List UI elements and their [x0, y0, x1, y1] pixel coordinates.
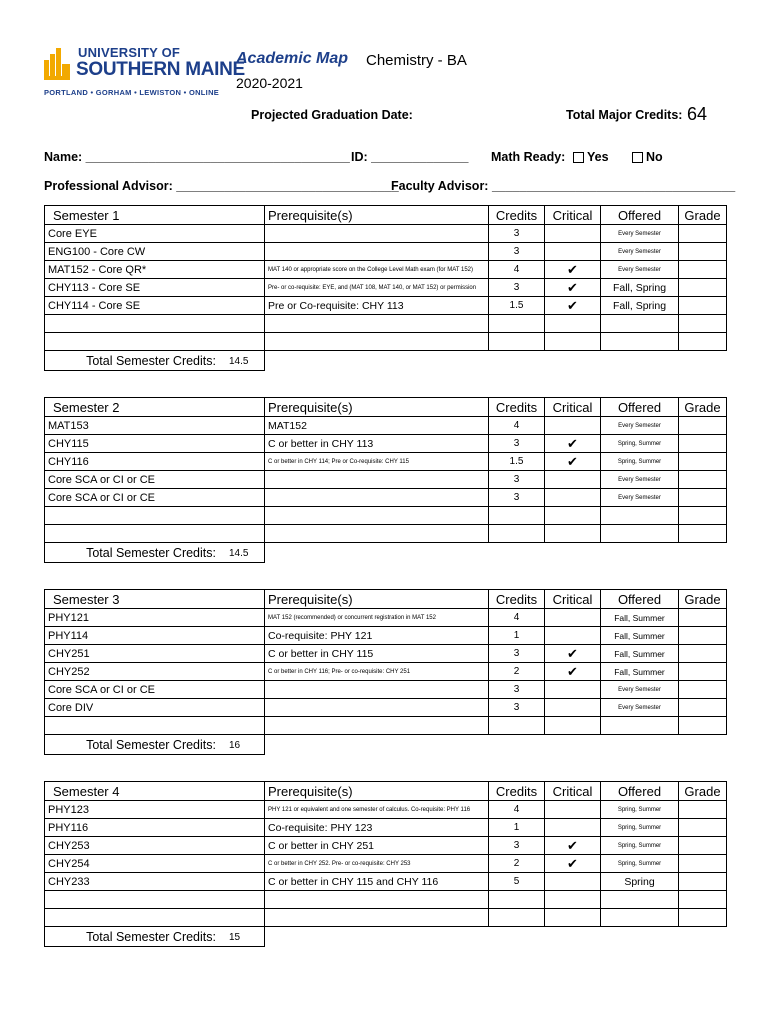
table-row: [45, 297, 727, 315]
grade-cell[interactable]: [679, 417, 727, 435]
credits-cell: 1.5: [489, 297, 545, 315]
critical-cell: [545, 801, 601, 819]
credits-cell: [489, 909, 545, 927]
math-ready-no[interactable]: [632, 150, 663, 164]
course-cell: [45, 507, 265, 525]
yes-label: Yes: [587, 150, 609, 164]
credits-cell: 4: [489, 801, 545, 819]
offered-cell: Every Semester: [601, 261, 679, 279]
graduation-date-label: Projected Graduation Date:: [251, 108, 413, 122]
critical-cell: [545, 699, 601, 717]
prereq-cell: [265, 471, 489, 489]
table-row: [45, 645, 727, 663]
grade-cell[interactable]: [679, 525, 727, 543]
table-row: [45, 279, 727, 297]
semester-name: Semester 3: [45, 590, 265, 609]
math-ready-yes[interactable]: [573, 150, 609, 164]
critical-cell: ✔: [545, 645, 601, 663]
total-label: Total Semester Credits:: [86, 930, 216, 944]
course-cell: Core EYE: [45, 225, 265, 243]
grade-header: Grade: [679, 590, 727, 609]
table-row: [45, 243, 727, 261]
table-row: [45, 489, 727, 507]
credits-cell: 1: [489, 819, 545, 837]
total-row: [45, 351, 727, 371]
offered-cell: [601, 717, 679, 735]
grade-cell[interactable]: [679, 663, 727, 681]
grade-cell[interactable]: [679, 801, 727, 819]
grade-header: Grade: [679, 782, 727, 801]
prereq-header: Prerequisite(s): [265, 206, 489, 225]
credits-cell: [489, 891, 545, 909]
offered-cell: Fall, Spring: [601, 279, 679, 297]
grade-cell[interactable]: [679, 279, 727, 297]
semester-1-table: [44, 205, 727, 371]
critical-cell: [545, 225, 601, 243]
offered-header: Offered: [601, 782, 679, 801]
table-row: [45, 891, 727, 909]
usm-logo-icon: [44, 46, 70, 80]
critical-header: Critical: [545, 782, 601, 801]
credits-cell: [489, 507, 545, 525]
critical-cell: [545, 681, 601, 699]
critical-cell: [545, 471, 601, 489]
offered-cell: [601, 891, 679, 909]
credits-cell: [489, 333, 545, 351]
table-row: [45, 819, 727, 837]
offered-cell: Spring, Summer: [601, 453, 679, 471]
total-cell: [45, 543, 265, 563]
table-row: [45, 471, 727, 489]
offered-cell: Every Semester: [601, 243, 679, 261]
course-cell: CHY115: [45, 435, 265, 453]
grade-cell[interactable]: [679, 315, 727, 333]
offered-cell: Every Semester: [601, 489, 679, 507]
logo-line-1: UNIVERSITY OF: [78, 45, 181, 60]
offered-cell: Spring, Summer: [601, 837, 679, 855]
prereq-cell: C or better in CHY 115: [265, 645, 489, 663]
table-row: [45, 699, 727, 717]
prereq-cell: C or better in CHY 251: [265, 837, 489, 855]
table-row: [45, 261, 727, 279]
prereq-header: Prerequisite(s): [265, 398, 489, 417]
course-cell: CHY252: [45, 663, 265, 681]
prereq-cell: PHY 121 or equivalent and one semester of calculus. Co-requisite: PHY 116: [265, 801, 489, 819]
offered-cell: Every Semester: [601, 471, 679, 489]
prereq-cell: MAT 152 (recommended) or concurrent registration in MAT 152: [265, 609, 489, 627]
table-row: [45, 837, 727, 855]
grade-cell[interactable]: [679, 855, 727, 873]
total-value: 15: [229, 932, 241, 943]
critical-header: Critical: [545, 590, 601, 609]
semester-name: Semester 1: [45, 206, 265, 225]
grade-cell[interactable]: [679, 681, 727, 699]
math-ready-label: Math Ready:: [491, 150, 566, 164]
offered-cell: [601, 315, 679, 333]
grade-cell[interactable]: [679, 819, 727, 837]
critical-cell: ✔: [545, 855, 601, 873]
prereq-cell: MAT 140 or appropriate score on the College Level Math exam (for MAT 152): [265, 261, 489, 279]
course-cell: CHY251: [45, 645, 265, 663]
prereq-cell: [265, 489, 489, 507]
grade-header: Grade: [679, 398, 727, 417]
table-row: [45, 417, 727, 435]
credits-cell: [489, 315, 545, 333]
total-major-credits-value: 64: [687, 104, 708, 124]
course-cell: [45, 333, 265, 351]
critical-cell: [545, 417, 601, 435]
offered-cell: Every Semester: [601, 699, 679, 717]
table-row: [45, 453, 727, 471]
critical-cell: [545, 333, 601, 351]
table-row: [45, 909, 727, 927]
name-field[interactable]: Name: ______________________________________: [44, 150, 350, 164]
grade-cell[interactable]: [679, 435, 727, 453]
critical-cell: [545, 873, 601, 891]
grade-cell[interactable]: [679, 507, 727, 525]
offered-cell: [601, 909, 679, 927]
prereq-cell: [265, 699, 489, 717]
credits-cell: 2: [489, 663, 545, 681]
offered-cell: Fall, Spring: [601, 297, 679, 315]
id-field[interactable]: ID: ______________: [351, 150, 469, 164]
credits-cell: [489, 717, 545, 735]
credits-cell: 3: [489, 279, 545, 297]
offered-cell: Spring: [601, 873, 679, 891]
prereq-header: Prerequisite(s): [265, 590, 489, 609]
course-cell: MAT152 - Core QR*: [45, 261, 265, 279]
no-checkbox[interactable]: [632, 152, 643, 163]
table-row: [45, 717, 727, 735]
credits-cell: 4: [489, 417, 545, 435]
offered-cell: Every Semester: [601, 681, 679, 699]
credits-cell: 4: [489, 609, 545, 627]
table-row: [45, 333, 727, 351]
course-cell: Core SCA or CI or CE: [45, 471, 265, 489]
offered-cell: [601, 333, 679, 351]
critical-cell: [545, 819, 601, 837]
prereq-cell: [265, 909, 489, 927]
prereq-cell: Co-requisite: PHY 123: [265, 819, 489, 837]
table-row: [45, 435, 727, 453]
prereq-header: Prerequisite(s): [265, 782, 489, 801]
total-label: Total Semester Credits:: [86, 354, 216, 368]
critical-cell: [545, 315, 601, 333]
offered-cell: Fall, Summer: [601, 645, 679, 663]
course-cell: MAT153: [45, 417, 265, 435]
table-header-row: [45, 782, 727, 801]
course-cell: PHY121: [45, 609, 265, 627]
offered-cell: [601, 525, 679, 543]
grade-cell[interactable]: [679, 909, 727, 927]
grade-cell[interactable]: [679, 261, 727, 279]
prereq-cell: Pre or Co-requisite: CHY 113: [265, 297, 489, 315]
total-cell: [45, 351, 265, 371]
course-cell: CHY254: [45, 855, 265, 873]
offered-header: Offered: [601, 206, 679, 225]
grade-cell[interactable]: [679, 453, 727, 471]
prereq-cell: [265, 225, 489, 243]
grade-cell[interactable]: [679, 489, 727, 507]
prereq-cell: [265, 243, 489, 261]
course-cell: Core SCA or CI or CE: [45, 489, 265, 507]
prereq-cell: C or better in CHY 252. Pre- or co-requisite: CHY 253: [265, 855, 489, 873]
critical-cell: ✔: [545, 279, 601, 297]
credits-cell: 3: [489, 435, 545, 453]
semester-name: Semester 2: [45, 398, 265, 417]
critical-cell: [545, 909, 601, 927]
credits-header: Credits: [489, 398, 545, 417]
course-cell: ENG100 - Core CW: [45, 243, 265, 261]
total-cell: [45, 927, 265, 947]
grade-cell[interactable]: [679, 297, 727, 315]
grade-cell[interactable]: [679, 891, 727, 909]
total-row: [45, 543, 727, 563]
table-row: [45, 627, 727, 645]
program-name: Chemistry - BA: [366, 52, 467, 69]
offered-cell: Every Semester: [601, 225, 679, 243]
no-label: No: [646, 150, 663, 164]
critical-cell: ✔: [545, 297, 601, 315]
table-row: [45, 855, 727, 873]
offered-cell: Spring, Summer: [601, 801, 679, 819]
course-cell: PHY123: [45, 801, 265, 819]
offered-cell: Fall, Summer: [601, 663, 679, 681]
prereq-cell: [265, 525, 489, 543]
credits-cell: 3: [489, 681, 545, 699]
prereq-cell: C or better in CHY 116; Pre- or co-requisite: CHY 251: [265, 663, 489, 681]
table-row: [45, 801, 727, 819]
course-cell: CHY233: [45, 873, 265, 891]
prereq-cell: Co-requisite: PHY 121: [265, 627, 489, 645]
yes-checkbox[interactable]: [573, 152, 584, 163]
prereq-cell: C or better in CHY 113: [265, 435, 489, 453]
course-cell: CHY116: [45, 453, 265, 471]
critical-cell: [545, 891, 601, 909]
credits-cell: 5: [489, 873, 545, 891]
critical-cell: ✔: [545, 453, 601, 471]
credits-cell: 3: [489, 489, 545, 507]
grade-cell[interactable]: [679, 873, 727, 891]
prereq-cell: [265, 507, 489, 525]
offered-header: Offered: [601, 398, 679, 417]
critical-header: Critical: [545, 206, 601, 225]
total-value: 14.5: [229, 356, 249, 367]
total-value: 16: [229, 740, 241, 751]
prereq-cell: [265, 333, 489, 351]
prereq-cell: C or better in CHY 114; Pre or Co-requisite: CHY 115: [265, 453, 489, 471]
credits-cell: 3: [489, 225, 545, 243]
course-cell: [45, 717, 265, 735]
credits-cell: 3: [489, 699, 545, 717]
offered-cell: Spring, Summer: [601, 819, 679, 837]
critical-cell: [545, 717, 601, 735]
faculty-advisor-field[interactable]: Faculty Advisor: ___________________________________: [391, 179, 736, 193]
credits-cell: 1: [489, 627, 545, 645]
table-header-row: [45, 206, 727, 225]
grade-cell[interactable]: [679, 717, 727, 735]
course-cell: Core SCA or CI or CE: [45, 681, 265, 699]
semester-4-table: [44, 781, 727, 947]
total-label: Total Semester Credits:: [86, 546, 216, 560]
page-title: Academic Map: [236, 50, 349, 67]
table-row: [45, 663, 727, 681]
critical-cell: ✔: [545, 261, 601, 279]
table-header-row: [45, 590, 727, 609]
course-cell: Core DIV: [45, 699, 265, 717]
grade-cell[interactable]: [679, 645, 727, 663]
offered-cell: Fall, Summer: [601, 609, 679, 627]
professional-advisor-field[interactable]: Professional Advisor: ________________________________: [44, 179, 399, 193]
table-header-row: [45, 398, 727, 417]
logo-campuses: PORTLAND • GORHAM • LEWISTON • ONLINE: [44, 88, 220, 97]
total-value: 14.5: [229, 548, 249, 559]
credits-cell: 2: [489, 855, 545, 873]
course-cell: CHY113 - Core SE: [45, 279, 265, 297]
credits-cell: 4: [489, 261, 545, 279]
credits-header: Credits: [489, 206, 545, 225]
total-major-credits-label: Total Major Credits:: [566, 108, 683, 122]
critical-cell: [545, 507, 601, 525]
table-row: [45, 507, 727, 525]
course-cell: [45, 909, 265, 927]
course-cell: [45, 525, 265, 543]
offered-cell: Fall, Summer: [601, 627, 679, 645]
course-cell: [45, 891, 265, 909]
course-cell: CHY114 - Core SE: [45, 297, 265, 315]
prereq-cell: [265, 315, 489, 333]
table-row: [45, 873, 727, 891]
prereq-cell: MAT152: [265, 417, 489, 435]
prereq-cell: [265, 717, 489, 735]
critical-cell: ✔: [545, 663, 601, 681]
prereq-cell: [265, 681, 489, 699]
critical-cell: [545, 489, 601, 507]
grade-cell[interactable]: [679, 699, 727, 717]
grade-cell[interactable]: [679, 837, 727, 855]
table-row: [45, 315, 727, 333]
grade-cell[interactable]: [679, 333, 727, 351]
credits-cell: [489, 525, 545, 543]
critical-header: Critical: [545, 398, 601, 417]
table-row: [45, 609, 727, 627]
credits-header: Credits: [489, 590, 545, 609]
table-row: [45, 681, 727, 699]
critical-cell: [545, 525, 601, 543]
credits-cell: 3: [489, 645, 545, 663]
grade-header: Grade: [679, 206, 727, 225]
semester-2-table: [44, 397, 727, 563]
credits-cell: 3: [489, 837, 545, 855]
offered-cell: Spring, Summer: [601, 435, 679, 453]
course-cell: PHY114: [45, 627, 265, 645]
grade-cell[interactable]: [679, 627, 727, 645]
critical-cell: ✔: [545, 837, 601, 855]
critical-cell: [545, 627, 601, 645]
grade-cell[interactable]: [679, 225, 727, 243]
prereq-cell: [265, 891, 489, 909]
offered-header: Offered: [601, 590, 679, 609]
offered-cell: Spring, Summer: [601, 855, 679, 873]
offered-cell: Every Semester: [601, 417, 679, 435]
course-cell: CHY253: [45, 837, 265, 855]
logo-line-2: SOUTHERN MAINE: [76, 59, 245, 80]
total-row: [45, 735, 727, 755]
credits-header: Credits: [489, 782, 545, 801]
semester-name: Semester 4: [45, 782, 265, 801]
credits-cell: 3: [489, 471, 545, 489]
critical-cell: [545, 609, 601, 627]
critical-cell: ✔: [545, 435, 601, 453]
grade-cell[interactable]: [679, 471, 727, 489]
prereq-cell: C or better in CHY 115 and CHY 116: [265, 873, 489, 891]
course-cell: PHY116: [45, 819, 265, 837]
critical-cell: [545, 243, 601, 261]
grade-cell[interactable]: [679, 609, 727, 627]
table-row: [45, 525, 727, 543]
total-label: Total Semester Credits:: [86, 738, 216, 752]
total-row: [45, 927, 727, 947]
course-cell: [45, 315, 265, 333]
grade-cell[interactable]: [679, 243, 727, 261]
table-row: [45, 225, 727, 243]
credits-cell: 1.5: [489, 453, 545, 471]
prereq-cell: Pre- or co-requisite: EYE, and (MAT 108, MAT 140, or MAT 152) or permission: [265, 279, 489, 297]
credits-cell: 3: [489, 243, 545, 261]
total-cell: [45, 735, 265, 755]
academic-year: 2020-2021: [236, 75, 303, 91]
semester-3-table: [44, 589, 727, 755]
offered-cell: [601, 507, 679, 525]
